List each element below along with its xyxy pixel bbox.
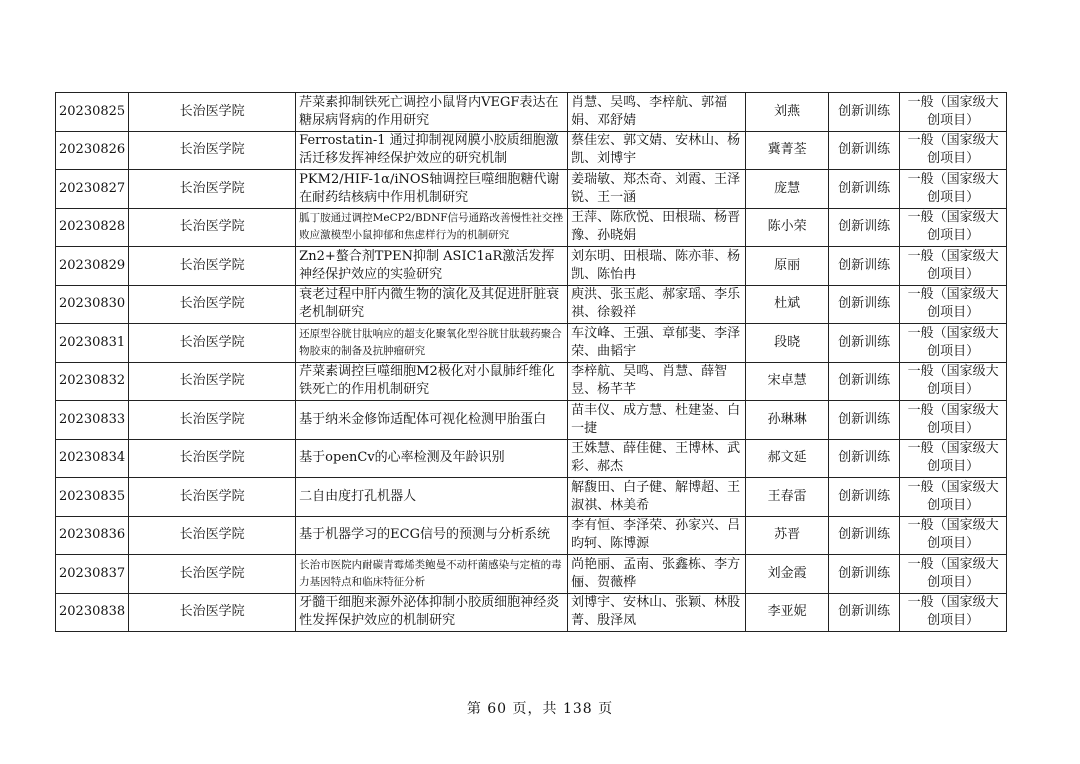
school-cell: 长治医学院 bbox=[129, 324, 296, 363]
table-row bbox=[56, 208, 1007, 247]
school-cell: 长治医学院 bbox=[129, 170, 296, 209]
advisor-cell: 孙琳琳 bbox=[746, 401, 829, 440]
project-type-cell: 创新训练 bbox=[829, 478, 900, 517]
table-row bbox=[56, 170, 1007, 209]
project-table bbox=[55, 92, 1007, 632]
advisor-cell: 郝文延 bbox=[746, 439, 829, 478]
school-cell: 长治医学院 bbox=[129, 208, 296, 247]
table-row bbox=[56, 362, 1007, 401]
project-type-cell: 创新训练 bbox=[829, 285, 900, 324]
project-title-cell: 基于openCv的心率检测及年龄识别 bbox=[296, 439, 568, 478]
project-level-cell: 一般（国家级大创项目） bbox=[900, 401, 1007, 440]
project-type-cell: 创新训练 bbox=[829, 439, 900, 478]
project-level-cell: 一般（国家级大创项目） bbox=[900, 439, 1007, 478]
project-title-cell: Ferrostatin-1 通过抑制视网膜小胶质细胞激活迁移发挥神经保护效应的研究机制 bbox=[296, 131, 568, 170]
project-type-cell: 创新训练 bbox=[829, 131, 900, 170]
school-cell: 长治医学院 bbox=[129, 285, 296, 324]
school-cell: 长治医学院 bbox=[129, 131, 296, 170]
project-type-cell: 创新训练 bbox=[829, 170, 900, 209]
school-cell: 长治医学院 bbox=[129, 516, 296, 555]
project-id-cell: 20230836 bbox=[56, 516, 129, 555]
school-cell: 长治医学院 bbox=[129, 593, 296, 632]
table-row bbox=[56, 247, 1007, 286]
project-level-cell: 一般（国家级大创项目） bbox=[900, 362, 1007, 401]
project-title-cell: 芹菜素抑制铁死亡调控小鼠肾内VEGF表达在糖尿病肾病的作用研究 bbox=[296, 93, 568, 132]
school-cell: 长治医学院 bbox=[129, 555, 296, 594]
members-cell: 王姝慧、薛佳健、王博林、武彩、郝杰 bbox=[568, 439, 746, 478]
project-title-cell: 基于纳米金修饰适配体可视化检测甲胎蛋白 bbox=[296, 401, 568, 440]
advisor-cell: 杜斌 bbox=[746, 285, 829, 324]
project-level-cell: 一般（国家级大创项目） bbox=[900, 478, 1007, 517]
table-row bbox=[56, 516, 1007, 555]
project-id-cell: 20230828 bbox=[56, 208, 129, 247]
project-type-cell: 创新训练 bbox=[829, 247, 900, 286]
table-row bbox=[56, 285, 1007, 324]
project-type-cell: 创新训练 bbox=[829, 324, 900, 363]
table-row bbox=[56, 593, 1007, 632]
project-id-cell: 20230834 bbox=[56, 439, 129, 478]
members-cell: 尚艳丽、孟南、张鑫栋、李方俪、贺薇桦 bbox=[568, 555, 746, 594]
table-row bbox=[56, 131, 1007, 170]
table-row bbox=[56, 93, 1007, 132]
table-row bbox=[56, 401, 1007, 440]
table-row bbox=[56, 555, 1007, 594]
project-id-cell: 20230826 bbox=[56, 131, 129, 170]
members-cell: 刘博宇、安林山、张颖、林股菁、殷泽凤 bbox=[568, 593, 746, 632]
project-id-cell: 20230829 bbox=[56, 247, 129, 286]
school-cell: 长治医学院 bbox=[129, 401, 296, 440]
project-title-cell: Zn2+螯合剂TPEN抑制 ASIC1aR激活发挥神经保护效应的实验研究 bbox=[296, 247, 568, 286]
project-level-cell: 一般（国家级大创项目） bbox=[900, 170, 1007, 209]
advisor-cell: 刘燕 bbox=[746, 93, 829, 132]
project-level-cell: 一般（国家级大创项目） bbox=[900, 285, 1007, 324]
project-title-cell: PKM2/HIF-1α/iNOS轴调控巨噬细胞糖代谢在耐药结核病中作用机制研究 bbox=[296, 170, 568, 209]
project-type-cell: 创新训练 bbox=[829, 362, 900, 401]
project-id-cell: 20230827 bbox=[56, 170, 129, 209]
project-level-cell: 一般（国家级大创项目） bbox=[900, 516, 1007, 555]
project-title-cell: 长治市医院内耐碳青霉烯类鲍曼不动杆菌感染与定植的毒力基因特点和临床特征分析 bbox=[296, 555, 568, 594]
members-cell: 解馥田、白子健、解博超、王淑祺、林美希 bbox=[568, 478, 746, 517]
members-cell: 车汶峰、王强、章郁斐、李泽荣、曲韬宇 bbox=[568, 324, 746, 363]
members-cell: 刘东明、田根瑞、陈亦菲、杨凯、陈怡冉 bbox=[568, 247, 746, 286]
school-cell: 长治医学院 bbox=[129, 247, 296, 286]
table-row bbox=[56, 324, 1007, 363]
project-type-cell: 创新训练 bbox=[829, 401, 900, 440]
project-type-cell: 创新训练 bbox=[829, 516, 900, 555]
members-cell: 苗丰仪、成方慧、杜建崟、白一捷 bbox=[568, 401, 746, 440]
school-cell: 长治医学院 bbox=[129, 93, 296, 132]
project-id-cell: 20230835 bbox=[56, 478, 129, 517]
project-id-cell: 20230830 bbox=[56, 285, 129, 324]
members-cell: 李梓航、吴鸣、肖慧、薛智昱、杨芊芊 bbox=[568, 362, 746, 401]
project-level-cell: 一般（国家级大创项目） bbox=[900, 93, 1007, 132]
project-title-cell: 衰老过程中肝内微生物的演化及其促进肝脏衰老机制研究 bbox=[296, 285, 568, 324]
advisor-cell: 庞慧 bbox=[746, 170, 829, 209]
project-level-cell: 一般（国家级大创项目） bbox=[900, 555, 1007, 594]
school-cell: 长治医学院 bbox=[129, 362, 296, 401]
advisor-cell: 王春雷 bbox=[746, 478, 829, 517]
members-cell: 蔡佳宏、郭文婧、安林山、杨凯、刘博宇 bbox=[568, 131, 746, 170]
advisor-cell: 苏晋 bbox=[746, 516, 829, 555]
members-cell: 李有恒、李泽荣、孙家兴、吕昀轲、陈博源 bbox=[568, 516, 746, 555]
advisor-cell: 宋卓慧 bbox=[746, 362, 829, 401]
project-title-cell: 二自由度打孔机器人 bbox=[296, 478, 568, 517]
advisor-cell: 李亚妮 bbox=[746, 593, 829, 632]
advisor-cell: 刘金霞 bbox=[746, 555, 829, 594]
project-id-cell: 20230825 bbox=[56, 93, 129, 132]
page-footer: 第 60 页，共 138 页 bbox=[466, 701, 614, 717]
advisor-cell: 原丽 bbox=[746, 247, 829, 286]
project-level-cell: 一般（国家级大创项目） bbox=[900, 131, 1007, 170]
members-cell: 王萍、陈欣悦、田根瑞、杨晋豫、孙晓娟 bbox=[568, 208, 746, 247]
advisor-cell: 段晓 bbox=[746, 324, 829, 363]
project-type-cell: 创新训练 bbox=[829, 208, 900, 247]
project-level-cell: 一般（国家级大创项目） bbox=[900, 593, 1007, 632]
project-id-cell: 20230833 bbox=[56, 401, 129, 440]
table-row bbox=[56, 439, 1007, 478]
members-cell: 姜瑞敏、郑杰奇、刘霞、王泽锐、王一涵 bbox=[568, 170, 746, 209]
project-id-cell: 20230837 bbox=[56, 555, 129, 594]
project-level-cell: 一般（国家级大创项目） bbox=[900, 324, 1007, 363]
advisor-cell: 陈小荣 bbox=[746, 208, 829, 247]
school-cell: 长治医学院 bbox=[129, 478, 296, 517]
project-level-cell: 一般（国家级大创项目） bbox=[900, 208, 1007, 247]
project-id-cell: 20230832 bbox=[56, 362, 129, 401]
project-level-cell: 一般（国家级大创项目） bbox=[900, 247, 1007, 286]
project-title-cell: 还原型谷胱甘肽响应的超支化聚氧化型谷胱甘肽载药聚合物胶束的制备及抗肿瘤研究 bbox=[296, 324, 568, 363]
members-cell: 庾洪、张玉彪、郝家瑶、李乐祺、徐毅祥 bbox=[568, 285, 746, 324]
project-title-cell: 基于机器学习的ECG信号的预测与分析系统 bbox=[296, 516, 568, 555]
project-title-cell: 胍丁胺通过调控MeCP2/BDNF信号通路改善慢性社交挫败应激模型小鼠抑郁和焦虑样行为的机制研究 bbox=[296, 208, 568, 247]
school-cell: 长治医学院 bbox=[129, 439, 296, 478]
project-type-cell: 创新训练 bbox=[829, 555, 900, 594]
project-id-cell: 20230838 bbox=[56, 593, 129, 632]
project-type-cell: 创新训练 bbox=[829, 93, 900, 132]
table-row bbox=[56, 478, 1007, 517]
advisor-cell: 冀菁荃 bbox=[746, 131, 829, 170]
project-title-cell: 牙髓干细胞来源外泌体抑制小胶质细胞神经炎性发挥保护效应的机制研究 bbox=[296, 593, 568, 632]
members-cell: 肖慧、吴鸣、李梓航、郭福娟、邓舒婧 bbox=[568, 93, 746, 132]
project-type-cell: 创新训练 bbox=[829, 593, 900, 632]
project-title-cell: 芹菜素调控巨噬细胞M2极化对小鼠肺纤维化铁死亡的作用机制研究 bbox=[296, 362, 568, 401]
project-id-cell: 20230831 bbox=[56, 324, 129, 363]
